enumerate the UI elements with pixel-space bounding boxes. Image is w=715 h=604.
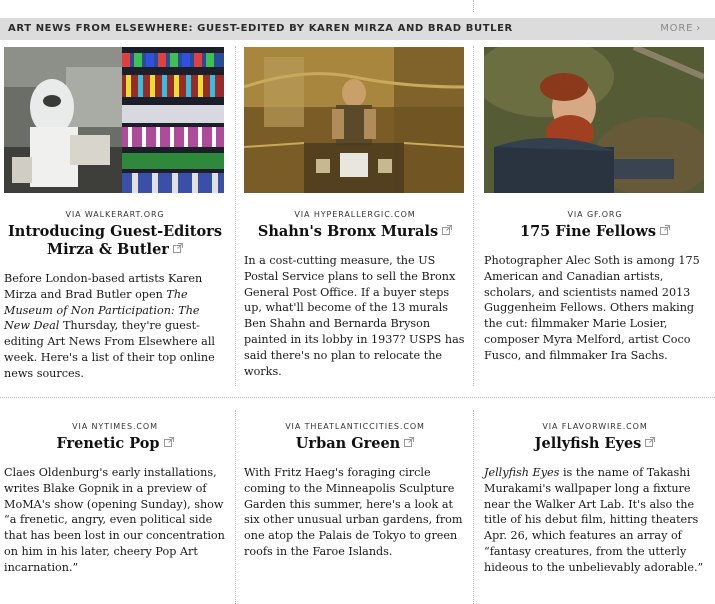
article-card xyxy=(4,422,226,576)
article-source: VIA HYPERALLERGIC.COM xyxy=(294,210,416,219)
article-title[interactable]: Shahn's Bronx Murals xyxy=(244,223,466,241)
more-link[interactable] xyxy=(660,23,701,34)
more-label: MORE xyxy=(660,23,694,34)
article-image-hyperallergic[interactable] xyxy=(244,47,464,193)
external-link-icon xyxy=(404,437,414,447)
article-source: VIA WALKERART.ORG xyxy=(65,210,165,219)
top-divider xyxy=(473,0,474,12)
row-divider xyxy=(0,397,715,398)
article-image-gf[interactable] xyxy=(484,47,704,193)
external-link-icon xyxy=(164,437,174,447)
article-summary: In a cost-cutting measure, the US Postal Service plans to sell the Bronx General Post Office. If a buyer steps up, what'll become of the 13 murals Ben Shahn and Bernarda Bryson painted in its lobby in 1937? USPS has said there's no plan to relocate the works. xyxy=(244,254,465,378)
article-title[interactable]: Frenetic Pop xyxy=(4,435,226,453)
article-summary: Photographer Alec Soth is among 175 American and Canadian artists, scholars, and scientists named 2013 Guggenheim Fellows. Others making the cut: filmmaker Marie Losier, composer Myra Melford, artist Coco Fusco, and filmmaker Ira Sachs. xyxy=(484,254,700,362)
column-divider xyxy=(235,46,236,386)
article-source: VIA THEATLANTICCITIES.COM xyxy=(285,422,425,431)
article-summary: Claes Oldenburg's early installations, writes Blake Gopnik in a preview of MoMA's show (opening Sunday), show “a frenetic, angry, even political side that has been lost in our concentration on him in his later, cheery Pop Art incarnation.” xyxy=(4,466,225,574)
external-link-icon xyxy=(442,225,452,235)
article-card xyxy=(484,422,706,576)
article-card xyxy=(244,210,466,379)
article-summary: With Fritz Haeg's foraging circle coming to the Minneapolis Sculpture Garden this summer, here's a look at six other unusual urban gardens, from one atop the Palais de Tokyo to green roofs in the Faroe Islands. xyxy=(244,466,463,558)
section-title: ART NEWS FROM ELSEWHERE: GUEST-EDITED BY KAREN MIRZA AND BRAD BUTLER xyxy=(8,23,513,34)
article-card xyxy=(244,422,466,560)
column-divider xyxy=(473,46,474,386)
chevron-right-icon: › xyxy=(696,23,701,34)
column-divider xyxy=(473,410,474,604)
external-link-icon xyxy=(645,437,655,447)
article-source: VIA GF.ORG xyxy=(567,210,623,219)
external-link-icon xyxy=(660,225,670,235)
external-link-icon xyxy=(173,243,183,253)
article-card xyxy=(4,210,226,382)
section-header xyxy=(0,18,715,40)
article-title[interactable]: Urban Green xyxy=(244,435,466,453)
article-title[interactable]: Introducing Guest-Editors Mirza & Butler xyxy=(8,223,222,258)
article-image-walkerart[interactable] xyxy=(4,47,224,193)
article-summary: Jellyfish Eyes is the name of Takashi Murakami's wallpaper long a fixture near the Walker Art Lab. It's also the title of his debut film, hitting theaters Apr. 26, which features an array of “fantasy creatures, from the utterly hideous to the unbelievably adorable.” xyxy=(484,466,704,574)
article-source: VIA FLAVORWIRE.COM xyxy=(542,422,648,431)
column-divider xyxy=(235,410,236,604)
article-card xyxy=(484,210,706,364)
article-title[interactable]: 175 Fine Fellows xyxy=(484,223,706,241)
article-source: VIA NYTIMES.COM xyxy=(72,422,158,431)
article-title[interactable]: Jellyfish Eyes xyxy=(484,435,706,453)
article-summary: Before London-based artists Karen Mirza and Brad Butler open The Museum of Non Participation: The New Deal Thursday, they're guest-editing Art News From Elsewhere all week. Here's a list of their top online news sources. xyxy=(4,272,215,380)
